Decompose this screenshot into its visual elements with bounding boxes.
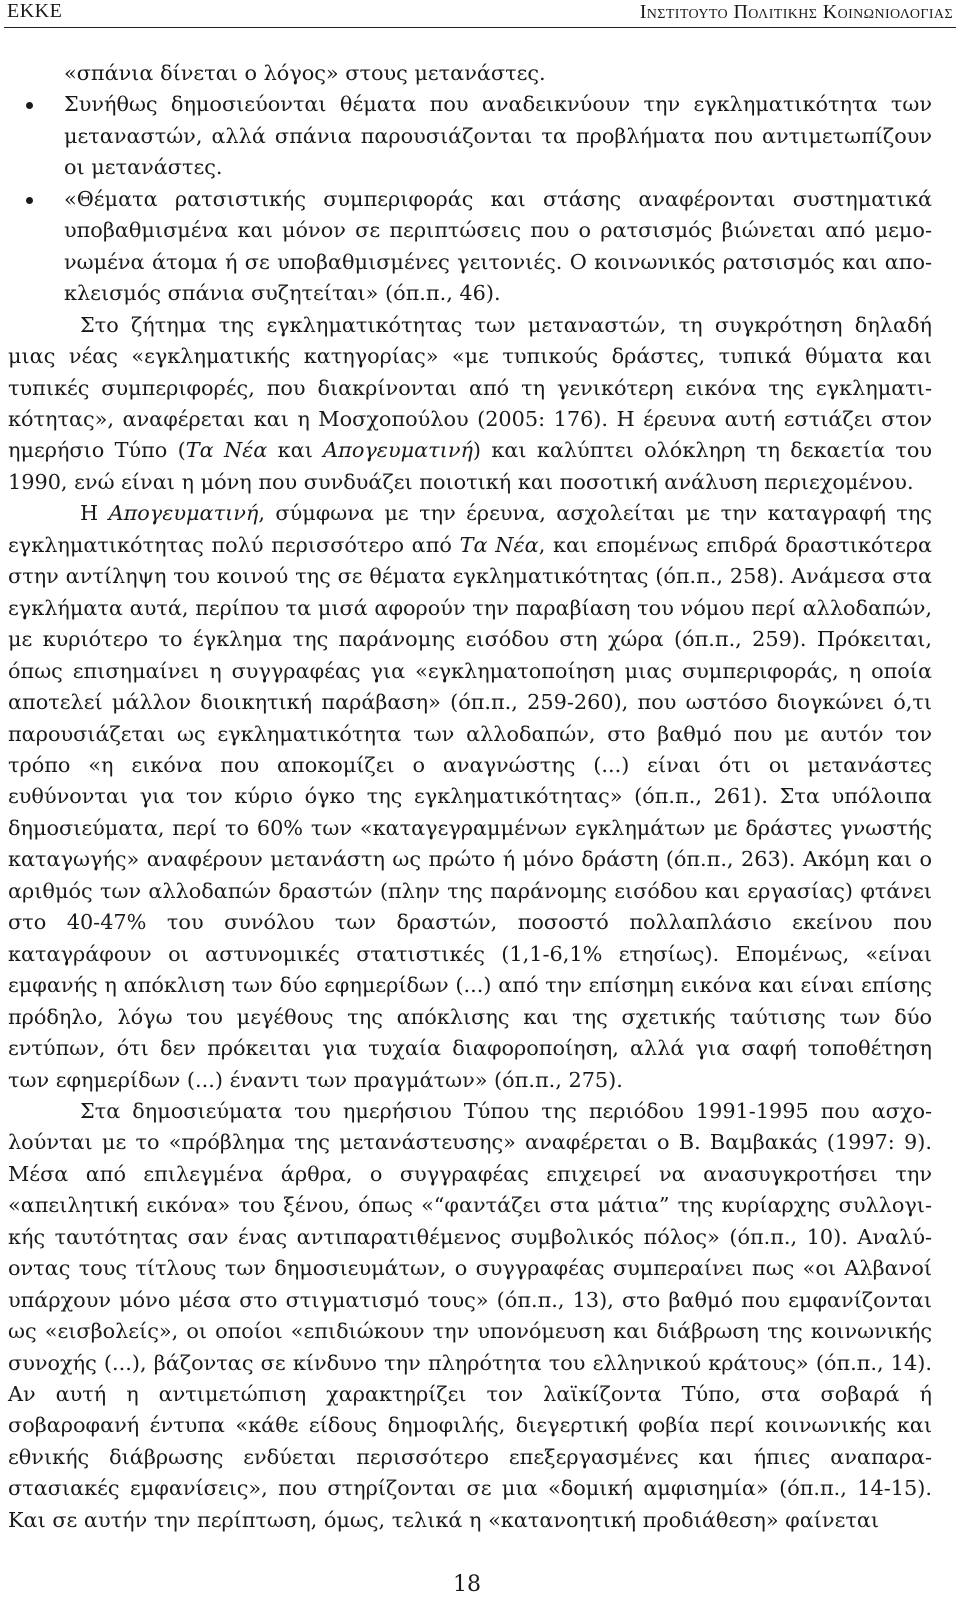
paragraph-1-text-a: Στο ζήτημα της εγκληματικότητας των μεταναστών, τη συγκρότηση δηλαδή μιας νέας «εγκληματικής κατηγορίας» «με τυπικούς δράστες, τυπικά θύματα και τυπικές συμπεριφορές, που διακρίνονται από τη γενικότερη εικόνα της εγκληματικότητας», αναφέρεται και η Μοσχοπούλου (2005: 176). Η έρευνα αυτή εστιάζει στον ημερήσιο Τύπο (: [8, 312, 932, 463]
bullet-text-2: «Θέματα ρατσιστικής συμπεριφοράς και στάσης αναφέρονται συστηματικά υποβαθμισμένα και μόνον σε περιπτώσεις που ο ρατσισμός βιώνεται από μεμονωμένα άτομα ή σε υποβαθμισμένες γειτονιές. Ο κοινωνικός ρατσισμός και αποκλεισμός σπάνια συζητείται» (όπ.π., 46).: [64, 186, 932, 306]
header-right: Ινστιτουτο Πολιτικης Κοινωνιολογιας: [639, 1, 953, 23]
page-body: [8, 58, 932, 1536]
paragraph-2: [8, 498, 932, 1096]
running-header: [0, 0, 960, 28]
bullet-continuation: «σπάνια δίνεται ο λόγος» στους μετανάστες.: [64, 61, 546, 85]
paragraph-1-text-b: και: [267, 438, 324, 463]
bullet-dot-icon: [26, 197, 33, 204]
bullet-list: [8, 89, 932, 309]
newspaper-title: Τα Νέα: [185, 438, 268, 463]
paragraph-1: [8, 310, 932, 499]
paragraph-3: Στα δημοσιεύματα του ημερήσιου Τύπου της περιόδου 1991-1995 που ασχολούνται με το «πρόβλημα της μετανάστευσης» αναφέρεται ο Β. Βαμβακάς (1997: 9). Μέσα από επιλεγμένα άρθρα, ο συγγραφέας επιχειρεί να ανασυγκροτήσει την «απειλητική εικόνα» του ξένου, όπως «“φαντάζει στα μάτια” της κυρίαρχης συλλογικής ταυτότητας σαν ένας αντιπαρατιθέμενος συμβολικός πόλος» (όπ.π., 10). Αναλύοντας τους τίτλους των δημοσιευμάτων, ο συγγραφέας συμπεραίνει πως «οι Αλβανοί υπάρχουν μόνο μέσα στο στιγματισμό τους» (όπ.π., 13), στο βαθμό που εμφανίζονται ως «εισβολείς», οι οποίοι «επιδιώκουν την υπονόμευση και διάβρωση της κοινωνικής συνοχής (...), βάζοντας σε κίνδυνο την πληρότητα του ελληνικού κράτους» (όπ.π., 14). Αν αυτή η αντιμετώπιση χαρακτηρίζει τον λαϊκίζοντα Τύπο, στα σοβαρά ή σοβαροφανή έντυπα «κάθε είδους δημοφιλής, διεγερτική φοβία περί κοινωνικής και εθνικής διάβρωσης ενδύεται περισσότερο επεξεργασμένες και ήπιες αναπαραστασιακές εμφανίσεις», που στηρίζονται σε μια «δομική αμφισημία» (όπ.π., 14-15). Και σε αυτήν την περίπτωση, όμως, τελικά η «κατανοητική προδιάθεση» φαίνεται: [8, 1098, 932, 1532]
bullet-item: [8, 89, 932, 183]
page-number: 18: [453, 1572, 481, 1597]
bullet-text-1: Συνήθως δημοσιεύονται θέματα που αναδεικνύουν την εγκληματικότητα των μεταναστών, αλλά σπάνια παρουσιάζονται τα προβλήματα που αντιμετωπίζουν οι μετανάστες.: [64, 92, 932, 180]
paragraph-2-text-c: , και επομένως επιδρά δραστικότερα στην αντίληψη του κοινού της σε θέματα εγκληματικότητας (όπ.π., 258). Ανάμεσα στα εγκλήματα αυτά, περίπου τα μισά αφορούν την παραβίαση του νόμου περί αλλοδαπών, με κυριότερο το έγκλημα της παράνομης εισόδου στη χώρα (όπ.π., 259). Πρόκειται, όπως επισημαίνει η συγγραφέας για «εγκληματοποίηση μιας συμπεριφοράς, η οποία αποτελεί μάλλον διοικητική παράβαση» (όπ.π., 259-260), που ωστόσο διογκώνει ό,τι παρουσιάζεται ως εγκληματικότητα των αλλοδαπών, στο βαθμό που με αυτόν τον τρόπο «η εικόνα που αποκομίζει ο αναγνώστης (...) είναι ότι οι μετανάστες ευθύνονται για τον κύριο όγκο της εγκληματικότητας» (όπ.π., 261). Στα υπόλοιπα δημοσιεύματα, περί το 60% των «καταγεγραμμένων εγκλημάτων με δράστες γνωστής καταγωγής» αναφέρουν μετανάστη ως πρώτο ή μόνο δράστη (όπ.π., 263). Ακόμη και ο αριθμός των αλλοδαπών δραστών (πλην της παράνομης εισόδου και εργασίας) φτάνει στο 40-47% του συνόλου των δραστών, ποσοστό πολλαπλάσιο εκείνου που καταγράφουν οι αστυνομικές στατιστικές (1,1-6,1% ετησίως). Επομένως, «είναι εμφανής η απόκλιση των δύο εφημερίδων (...) από την επίσημη εικόνα και είναι επίσης πρόδηλο, λόγω του μεγέθους της απόκλισης και της σχετικής ταύτισης των δύο εντύπων, ότι δεν πρόκειται για τυχαία διαφοροποίηση, αλλά για σαφή τοποθέτηση των εφημερίδων (...) έναντι των πραγμάτων» (όπ.π., 275).: [8, 532, 932, 1092]
newspaper-title: Απογευματινή: [323, 438, 473, 463]
bullet-item: [8, 184, 932, 310]
header-rule: [4, 27, 956, 28]
bullet-dot-icon: [26, 102, 33, 109]
paragraph-2-text-b: , σύμφωνα με την έρευνα, ασχολείται με την καταγραφή της εγκληματικότητας πολύ περισσότερο από: [8, 501, 933, 557]
newspaper-title: Τα Νέα: [459, 532, 539, 557]
header-left: ΕΚΚΕ: [7, 0, 63, 22]
paragraph-1-text-c: ) και καλύπτει ολόκληρη τη δεκαετία του 1990, ενώ είναι η μόνη που συνδυάζει ποιοτική και ποσοτική ανάλυση περιεχομένου.: [8, 438, 932, 494]
paragraph-2-text-a: Η: [80, 501, 109, 526]
newspaper-title: Απογευματινή: [108, 501, 259, 526]
